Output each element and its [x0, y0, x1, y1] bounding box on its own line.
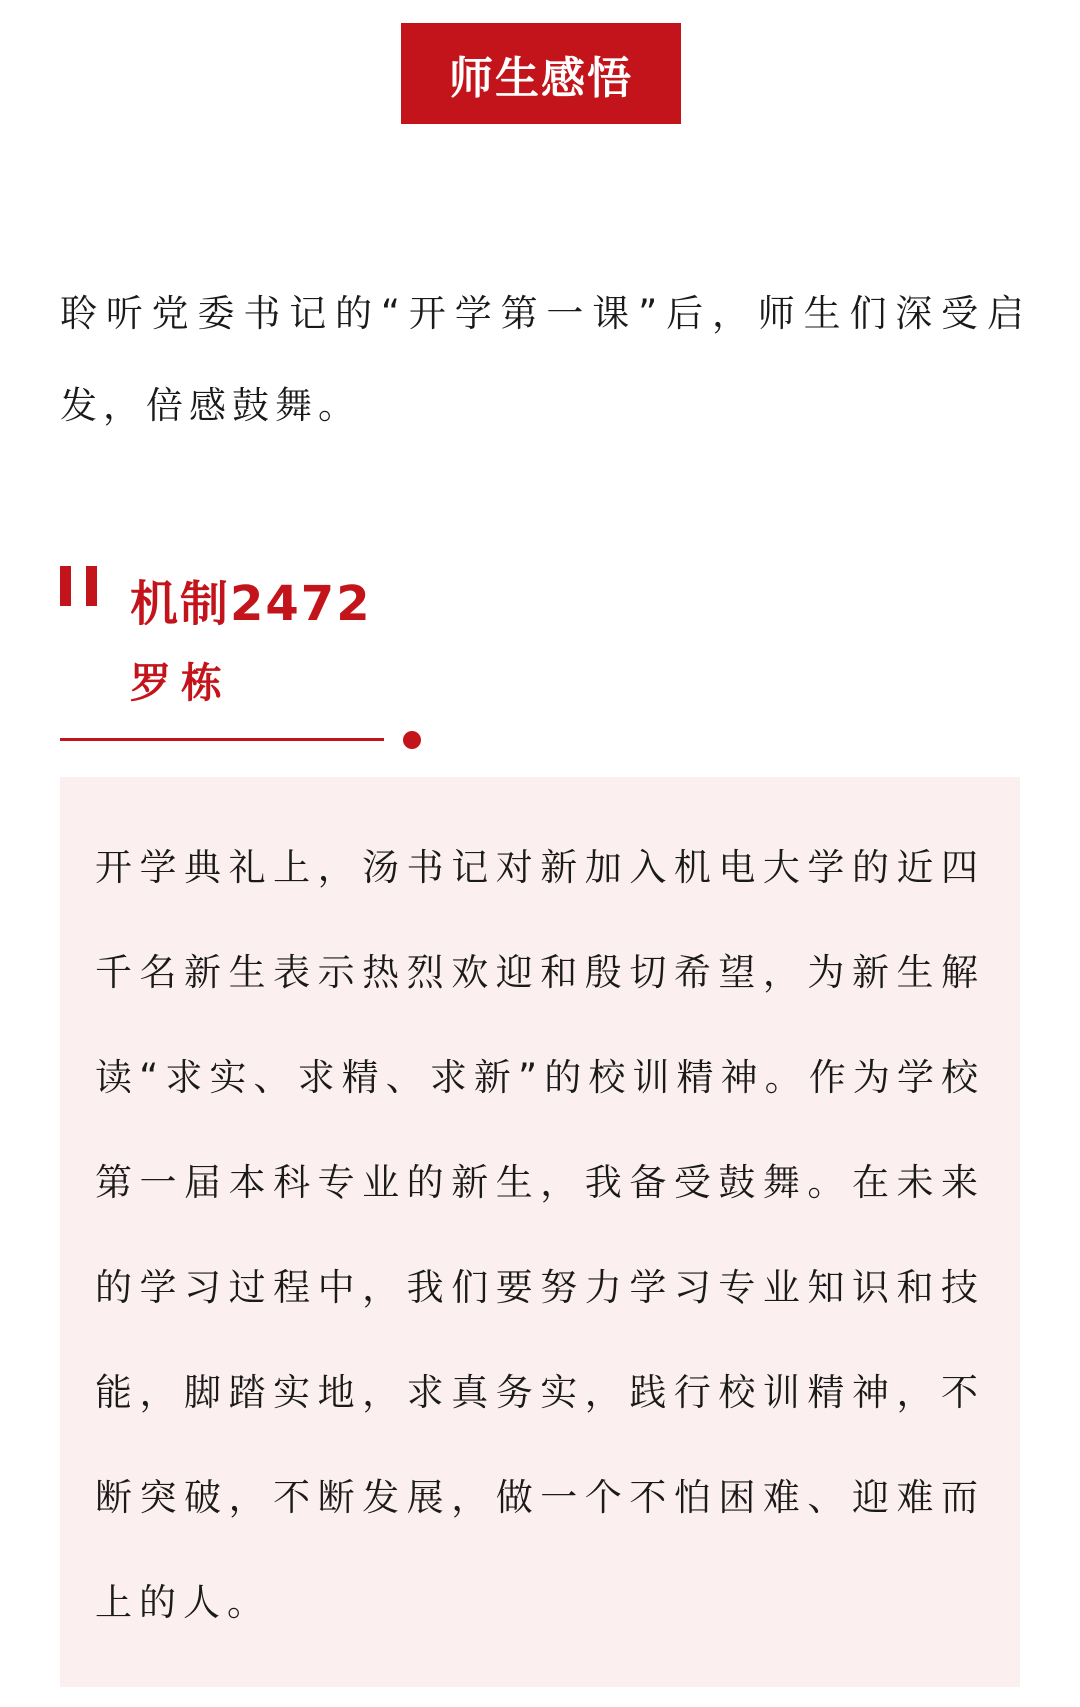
heading-marker-bar-left [60, 566, 71, 606]
student-name-heading: 罗栋 [130, 659, 232, 707]
heading-divider-line [60, 738, 384, 741]
intro-paragraph: 聆听党委书记的“开学第一课”后，师生们深受启发，倍感鼓舞。 [60, 292, 1030, 427]
quote-paragraph: 开学典礼上，汤书记对新加入机电大学的近四千名新生表示热烈欢迎和殷切希望，为新生解读“求实、求精、求新”的校训精神。作为学校第一届本科专业的新生，我备受鼓舞。在未来的学习过程中，我们要努力学习专业知识和技能，脚踏实地，求真务实，践行校训精神，不断突破，不断发展，做一个不怕困难、迎难而上的人。 [95, 846, 985, 1624]
heading-divider-dot [403, 731, 421, 749]
heading-marker-bar-right [86, 566, 97, 606]
section-title-banner [401, 23, 681, 124]
section-title: 师生感悟 [449, 52, 633, 104]
quote-card [60, 777, 1020, 1687]
class-name-heading: 机制2472 [130, 576, 372, 632]
